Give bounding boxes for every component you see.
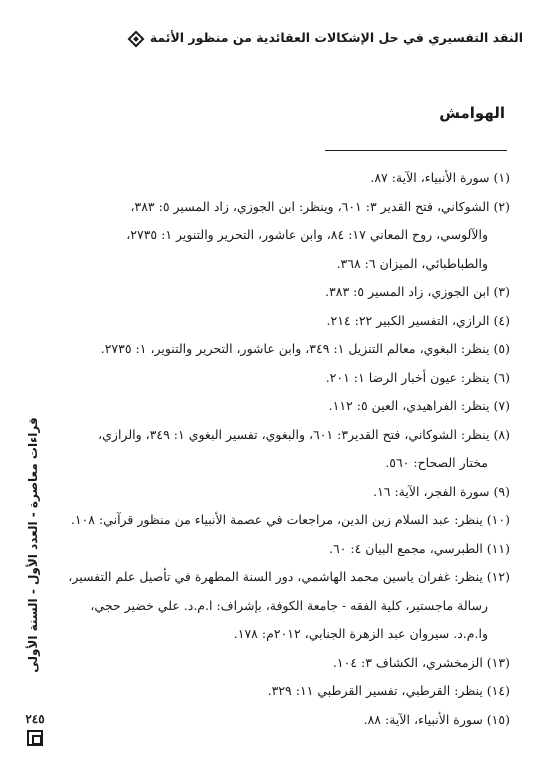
footnote-line: (١٣) الزمخشري، الكشاف ٣: ١٠٤. <box>332 654 510 670</box>
footnote <box>62 364 510 393</box>
footnote <box>62 506 510 535</box>
footnote-line: مختار الصحاح: ٥٦٠. <box>385 455 488 470</box>
diamond-ornament-icon <box>127 30 144 47</box>
footnote-line: (٤) الرازي، التفسير الكبير ٢٢: ٢١٤. <box>326 312 510 328</box>
footnote-line: (١١) الطبرسي، مجمع البيان ٤: ٦٠. <box>328 540 510 556</box>
footnote <box>62 278 510 307</box>
journal-sidebar <box>22 400 44 690</box>
footnote <box>62 421 510 478</box>
square-frame-icon <box>27 730 43 746</box>
footnote <box>62 677 510 706</box>
footnote-line: رسالة ماجستير، كلية الفقه - جامعة الكوفة، بإشراف: ا.م.د. علي خضير حجي، <box>90 597 488 613</box>
footnote <box>62 563 510 649</box>
footnote-line: (٩) سورة الفجر، الآية: ١٦. <box>373 483 510 499</box>
footnote-line: والطباطبائي، الميزان ٦: ٣٦٨. <box>336 255 488 271</box>
footnote <box>62 307 510 336</box>
section-divider <box>325 150 507 151</box>
footnote-line: (٣) ابن الجوزي، زاد المسير ٥: ٣٨٣. <box>325 284 510 299</box>
footnote-line: (١) سورة الأنبياء، الآية: ٨٧. <box>370 170 510 185</box>
footnote-line: (١٢) ينظر: غفران ياسين محمد الهاشمي، دور السنة المطهرة في تأصيل علم التفسير، <box>68 569 510 584</box>
footnote-line: والآلوسي، روح المعاني ١٧: ٨٤، وابن عاشور، التحرير والتنوير ١: ٢٧٣٥، <box>126 227 488 242</box>
footnote <box>62 392 510 421</box>
footnotes-list <box>62 164 510 734</box>
footnote <box>62 478 510 507</box>
page-number: ٢٤٥ <box>25 712 45 726</box>
journal-sidebar-text: قراءات معاصرة - العدد الأول - السنة الأولى <box>26 417 40 673</box>
footnote-line: (١٥) سورة الأنبياء، الآية: ٨٨. <box>363 711 510 727</box>
footnote-line: (١٠) ينظر: عبد السلام زين الدين، مراجعات في عصمة الأنبياء من منظور قرآني: ١٠٨. <box>70 512 510 527</box>
footnote-line: وا.م.د. سيروان عبد الزهرة الجنابي، ٢٠١٢م: ١٧٨. <box>233 626 488 641</box>
footnote-line: (١٤) ينظر: القرطبي، تفسير القرطبي ١١: ٣٢٩. <box>267 683 510 698</box>
footnote <box>62 193 510 279</box>
footnote-line: (٥) ينظر: البغوي، معالم التنزيل ١: ٣٤٩، وابن عاشور، التحرير والتنوير، ١: ٢٧٣٥. <box>100 341 510 356</box>
footnote <box>62 649 510 678</box>
running-title: النقد التفسيري في حل الإشكالات العقائدية من منظور الأئمة <box>149 30 523 45</box>
footnote <box>62 335 510 364</box>
running-header <box>78 30 523 45</box>
footnote-line: (٦) ينظر: عيون أخبار الرضا ١: ٢٠١. <box>325 369 510 385</box>
footnote <box>62 164 510 193</box>
footnote <box>62 706 510 735</box>
footnote-line: (٧) ينظر: الفراهيدي، العين ٥: ١١٢. <box>328 398 510 413</box>
footnote-line: (٨) ينظر: الشوكاني، فتح القدير٣: ٦٠١، والبغوي، تفسير البغوي ١: ٣٤٩، والرازي، <box>98 426 510 442</box>
section-title: الهوامش <box>439 104 505 122</box>
footnote-line: (٢) الشوكاني، فتح القدير ٣: ٦٠١، وينظر: ابن الجوزي، زاد المسير ٥: ٣٨٣، <box>130 198 510 214</box>
footnote <box>62 535 510 564</box>
